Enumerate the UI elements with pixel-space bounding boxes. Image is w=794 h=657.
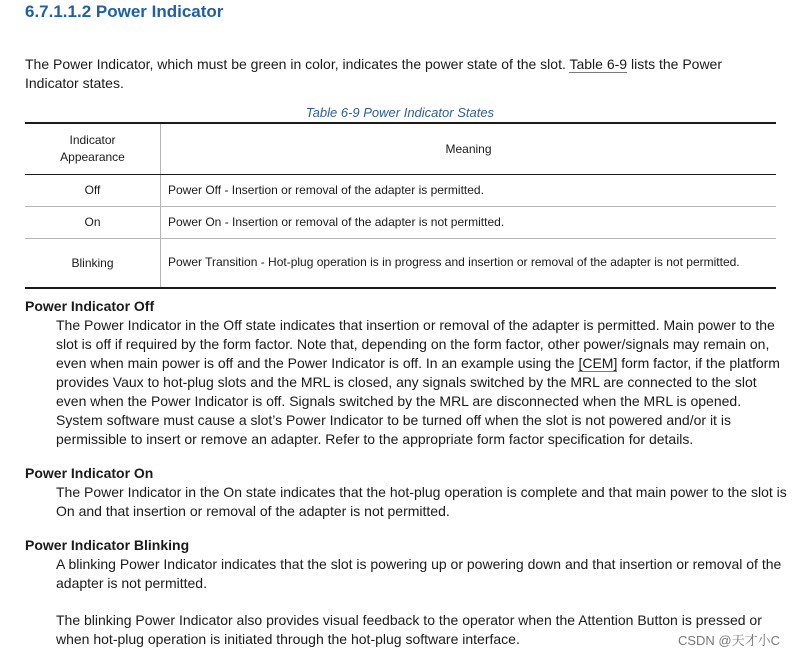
section-heading: 6.7.1.1.2 Power Indicator: [25, 2, 224, 21]
blinking-section-body-1: A blinking Power Indicator indicates that the slot is powering up or powering down and that insertion or removal of the adapter is not permitted.: [56, 556, 782, 591]
table-caption: Table 6-9 Power Indicator States: [305, 105, 495, 120]
header-meaning: Meaning: [161, 123, 777, 174]
off-section-title: Power Indicator Off: [25, 298, 155, 314]
csdn-watermark: CSDN @天才小C: [677, 633, 780, 648]
blinking-section-title: Power Indicator Blinking: [25, 537, 190, 553]
row-appearance: Blinking: [25, 238, 161, 288]
intro-text-before: The Power Indicator, which must be green in color, indicates the power state of the slot.: [25, 56, 570, 72]
off-section-body: [25, 316, 790, 449]
row-appearance: On: [25, 206, 161, 238]
header-appearance-line1: Indicator: [69, 132, 116, 147]
table-header-row: [25, 123, 776, 174]
power-indicator-on-section: [25, 464, 790, 521]
off-body-after: form factor, if the platform provides Vaux to hot-plug slots and the MRL is closed, any signals switched by the MRL are connected to the slot even when the Power Indicator is off. Signals switched by the MRL are disconnected when the MRL is opened. System software must cause a slot’s Power Indicator to be turned off when the slot is not powered and/or it is permissible to insert or remove an adapter. Refer to the appropriate form factor specification for details.: [56, 355, 780, 447]
table-6-9-link[interactable]: Table 6-9: [569, 56, 628, 72]
intro-paragraph: [25, 55, 775, 93]
blinking-section-body-2: The blinking Power Indicator also provides visual feedback to the operator when the Attention Button is pressed or when hot-plug operation is initiated through the hot-plug software interface.: [56, 612, 762, 647]
intro-text-after: lists the Power Indicator states.: [25, 56, 723, 91]
row-meaning: Power On - Insertion or removal of the adapter is not permitted.: [161, 206, 777, 238]
table-row: [25, 174, 776, 206]
header-appearance-line2: Appearance: [60, 149, 125, 164]
power-indicator-off-section: [25, 297, 790, 449]
header-indicator-appearance: [25, 123, 161, 174]
table-row: [25, 238, 776, 288]
row-meaning: Power Off - Insertion or removal of the adapter is permitted.: [161, 174, 777, 206]
on-section-body: The Power Indicator in the On state indicates that the hot-plug operation is complete and that main power to the slot is On and that insertion or removal of the adapter is not permitted.: [56, 484, 787, 519]
table-row: [25, 206, 776, 238]
power-indicator-blinking-section: [25, 536, 790, 649]
on-section-title: Power Indicator On: [25, 465, 154, 481]
off-body-before: The Power Indicator in the Off state indicates that insertion or removal of the adapter is permitted. Main power to the slot is off if required by the form factor. Note that, depending on the form factor, other power/signals may remain on, even when main power is off and the Power Indicator is off. In an example using the: [56, 317, 775, 371]
cem-reference-link[interactable]: [CEM]: [578, 355, 618, 371]
power-indicator-table: [25, 122, 776, 289]
row-meaning: Power Transition - Hot-plug operation is in progress and insertion or removal of the adapter is not permitted.: [161, 238, 777, 288]
row-appearance: Off: [25, 174, 161, 206]
